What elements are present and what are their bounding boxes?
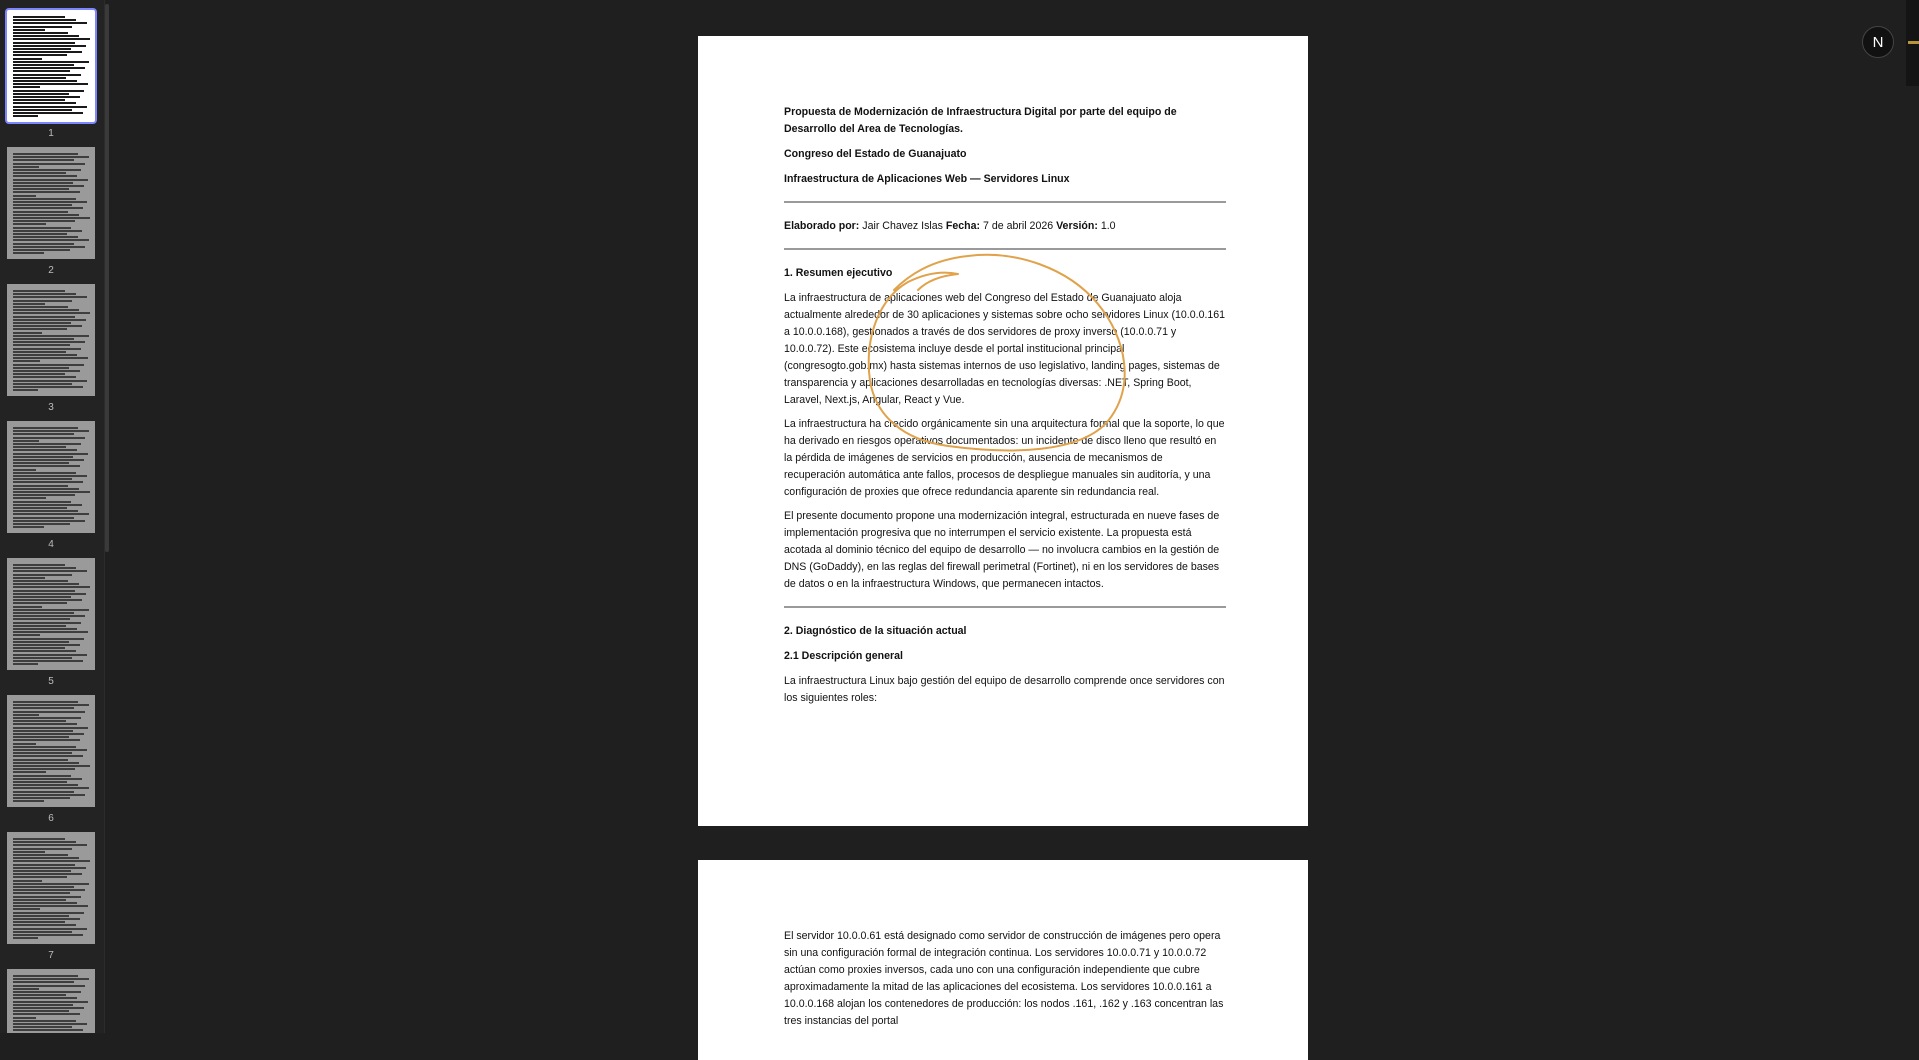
section-2-heading: 2. Diagnóstico de la situación actual [784,625,967,637]
paragraph: La infraestructura de aplicaciones web del Congreso del Estado de Guanajuato aloja actualmente alrededor de 30 aplicaciones y sistemas sobre ocho servidores Linux (10.0.0.161 a 10.0.0.168), gestionados a través de dos servidores de proxy inverso (10.0.0.71 y 10.0.0.72). Este ecosistema incluye desde el portal institucional principal (congresogto.gob.mx) hasta sistemas internos de uso legislativo, landing pages, sistemas de transparencia y aplicaciones desarrolladas en tecnologías diversas: .NET, Spring Boot, Laravel, Next.js, Angular, React y Vue. [784,292,1226,406]
page-thumbnail-number: 3 [48,402,54,413]
document-page-2 [698,860,1308,1060]
edge-accent [1908,41,1919,44]
thumbnail-sidebar [0,0,105,1033]
document-meta [784,218,1226,235]
page-thumbnail[interactable] [7,558,95,670]
page-thumbnail[interactable] [7,832,95,944]
version-value: 1.0 [1100,220,1116,232]
divider [784,201,1226,203]
paragraph: El presente documento propone una modernización integral, estructurada en nueve fases de implementación progresiva que no interrumpen el servicio existente. La propuesta está acotada al dominio técnico del equipo de desarrollo — no involucra cambios en la gestión de DNS (GoDaddy), en las reglas del firewall perimetral (Fortinet), ni en los servidores de bases de datos o en la infraestructura Windows, que permanecen intactos. [784,510,1220,590]
page-thumbnail[interactable] [7,284,95,396]
document-viewer [110,0,1919,1033]
paragraph: El servidor 10.0.0.61 está designado como servidor de construcción de imágenes pero opera sin una configuración formal de integración continua. Los servidores 10.0.0.71 y 10.0.0.72 actúan como proxies inversos, cada uno con una configuración independiente que cubre aproximadamente la mitad de las aplicaciones del ecosistema. Los servidores 10.0.0.161 a 10.0.0.168 alojan los contenedores de producción: los nodos .161, .162 y .163 concentran las tres instancias del portal [784,930,1224,1027]
edge-panel-tab[interactable] [1906,0,1919,86]
date-value: 7 de abril 2026 [983,220,1054,232]
page-thumbnail-number: 2 [48,265,54,276]
page-thumbnail-number: 7 [48,950,54,961]
page-thumbnail[interactable] [7,695,95,807]
page-thumbnail[interactable] [7,969,95,1033]
document-title: Propuesta de Modernización de Infraestructura Digital por parte del equipo de Desarrollo del Area de Tecnologías. [784,106,1177,135]
page-thumbnail-number: 6 [48,813,54,824]
date-label: Fecha: [945,220,981,232]
paragraph: La infraestructura ha crecido orgánicamente sin una arquitectura formal que la soporte, lo que ha derivado en riesgos operativos documentados: un incidente de disco lleno que resultó en la pérdida de imágenes de servicios en producción, ausencia de mecanismos de recuperación automática ante fallos, procesos de despliegue manuales sin auditoría, y una configuración de proxies que ofrece redundancia aparente sin redundancia real. [784,418,1225,498]
divider [784,606,1226,608]
page-thumbnail[interactable] [7,421,95,533]
page-thumbnail[interactable] [7,147,95,259]
document-subtitle: Infraestructura de Aplicaciones Web — Servidores Linux [784,173,1070,185]
page-thumbnail[interactable] [5,8,97,124]
document-org: Congreso del Estado de Guanajuato [784,148,967,160]
paragraph: La infraestructura Linux bajo gestión del equipo de desarrollo comprende once servidores con los siguientes roles: [784,675,1225,704]
avatar-initial: N [1872,33,1884,51]
avatar[interactable] [1862,26,1894,58]
page-thumbnail-number: 4 [48,539,54,550]
page-thumbnail-number: 5 [48,676,54,687]
page-thumbnail-number: 1 [48,128,54,139]
sidebar-scrollbar[interactable] [105,4,109,552]
author-value: Jair Chavez Islas [862,220,943,232]
version-label: Versión: [1056,220,1098,232]
divider [784,248,1226,250]
section-2-1-heading: 2.1 Descripción general [784,650,903,662]
section-1-heading: 1. Resumen ejecutivo [784,267,893,279]
document-page-1 [698,36,1308,826]
author-label: Elaborado por: [784,220,860,232]
